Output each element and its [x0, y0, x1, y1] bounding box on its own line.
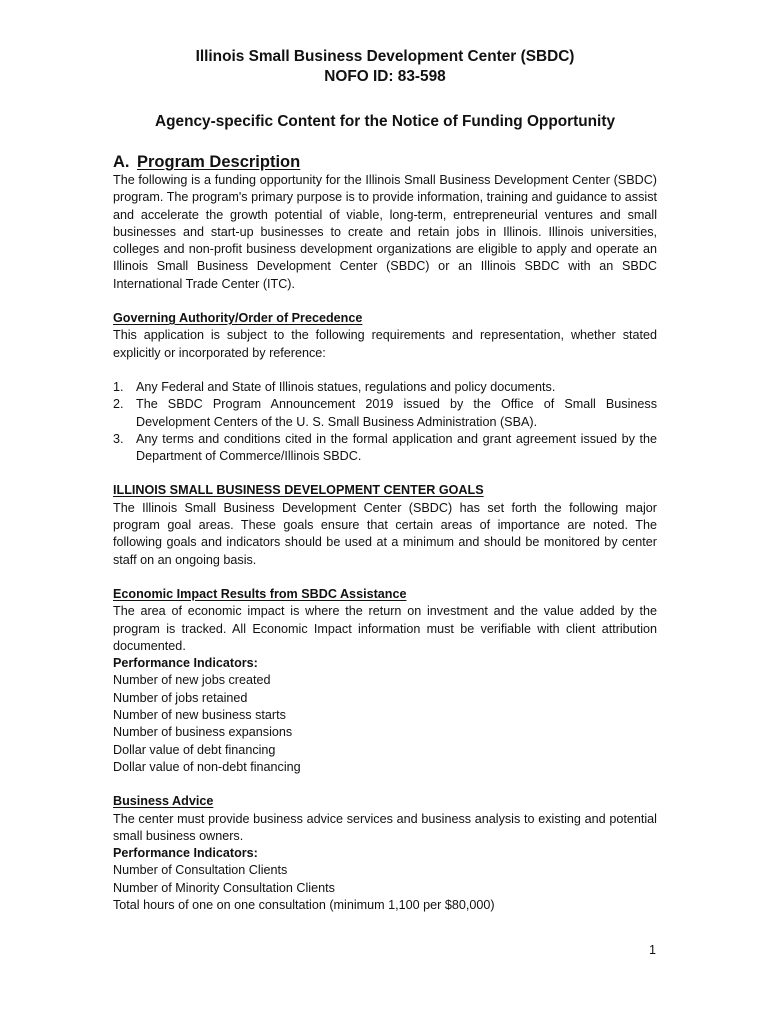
list-item-number: 1. — [113, 379, 124, 394]
economic-impact-paragraph: The area of economic impact is where the return on investment and the value added by the program is tracked. All Economic Impact information must be verifiable with client attribution documented. — [113, 604, 657, 653]
indicator-line: Total hours of one on one consultation (minimum 1,100 per $80,000) — [113, 897, 495, 912]
indicator-line: Dollar value of non-debt financing — [113, 759, 301, 774]
document-title: Illinois Small Business Development Center (SBDC) — [195, 48, 575, 65]
indicator-line: Number of new business starts — [113, 708, 286, 723]
performance-indicators-label: Performance Indicators: — [113, 656, 258, 671]
requirements-list — [113, 379, 657, 465]
program-description-paragraph: The following is a funding opportunity for the Illinois Small Business Development Center (SBDC) program. The program's primary purpose is to provide information, training and guidance to assist and accelerate the growth potential of viable, long-term, entrepreneurial ventures and small businesses and start-up businesses to create and retain jobs in Illinois. Illinois universities, colleges and non-profit business development organizations are eligible to apply and operate an Illinois Small Business Development Center (SBDC) or an Illinois SBDC with an SBDC International Trade Center (ITC). — [113, 173, 657, 291]
goals-heading: ILLINOIS SMALL BUSINESS DEVELOPMENT CENTER GOALS — [113, 483, 484, 498]
governing-authority-heading: Governing Authority/Order of Precedence — [113, 311, 363, 326]
section-letter: A. — [113, 153, 130, 171]
list-item-text: The SBDC Program Announcement 2019 issued by the Office of Small Business Development Centers of the U. S. Small Business Administration (SBA). — [136, 397, 657, 429]
list-item-text: Any terms and conditions cited in the formal application and grant agreement issued by the Department of Commerce/Illinois SBDC. — [136, 431, 657, 464]
business-advice-paragraph: The center must provide business advice services and business analysis to existing and potential small business owners. — [113, 811, 657, 843]
indicator-line: Number of new jobs created — [113, 673, 271, 688]
indicator-line: Number of Minority Consultation Clients — [113, 880, 335, 895]
business-advice-heading: Business Advice — [113, 794, 214, 809]
spacer — [113, 465, 657, 482]
governing-authority-paragraph: This application is subject to the following requirements and representation, whether stated explicitly or incorporated by reference: — [113, 328, 657, 360]
list-item-number: 2. — [113, 397, 124, 412]
list-item-text: Any Federal and State of Illinois statues, regulations and policy documents. — [136, 379, 556, 394]
section-title: Program Description — [137, 153, 301, 171]
indicator-line: Dollar value of debt financing — [113, 742, 276, 757]
indicator-line: Number of jobs retained — [113, 690, 248, 705]
performance-indicators-label: Performance Indicators: — [113, 846, 258, 861]
section-a-heading — [113, 152, 657, 172]
indicator-line: Number of business expansions — [113, 725, 293, 740]
goals-paragraph: The Illinois Small Business Development Center (SBDC) has set forth the following major program goal areas. These goals ensure that certain areas of importance are noted. The following goals and indicators should be used at a minimum and should be monitored by center staff on an ongoing basis. — [113, 500, 657, 567]
page-content — [113, 47, 657, 914]
list-item — [113, 396, 657, 431]
indicator-line: Number of Consultation Clients — [113, 863, 288, 878]
page-number: 1 — [648, 943, 656, 957]
document-subtitle: Agency-specific Content for the Notice of Funding Opportunity — [155, 113, 615, 130]
list-item-number: 3. — [113, 431, 124, 446]
list-item — [113, 379, 657, 396]
spacer — [113, 362, 657, 379]
list-item — [113, 431, 657, 466]
spacer — [113, 776, 657, 793]
economic-impact-heading: Economic Impact Results from SBDC Assistance — [113, 586, 407, 601]
spacer — [113, 569, 657, 586]
nofo-id: NOFO ID: 83-598 — [324, 68, 446, 85]
spacer — [113, 293, 657, 310]
